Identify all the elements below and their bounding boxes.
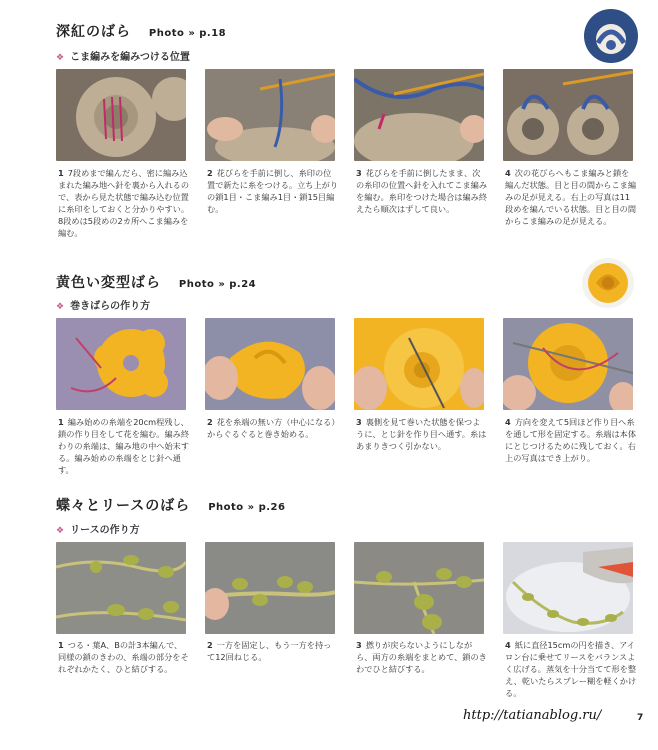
step-description: 花びらを手前に倒したまま、次の糸印の位置へ針を入れてこま編みを編む。糸印をつけた場合は編み終えたら順次はずして良い。 bbox=[356, 168, 488, 214]
step-number: 1 bbox=[58, 417, 64, 427]
step-number: 1 bbox=[58, 640, 64, 650]
step-description: 撚りが戻らないようにしながら、両方の糸端をまとめて、鎖のきわでひと結びする。 bbox=[356, 640, 487, 674]
section-title-text: 深紅のばら bbox=[56, 24, 131, 40]
subtitle-3 bbox=[56, 521, 140, 536]
section-title-1 bbox=[56, 21, 226, 41]
subtitle-text: こま編みを編みつける位置 bbox=[70, 52, 190, 63]
step-text-3-1 bbox=[58, 639, 190, 675]
subtitle-text: 巻きばらの作り方 bbox=[70, 301, 151, 312]
step-number: 3 bbox=[356, 640, 362, 650]
section-title-text: 蝶々とリースのばら bbox=[56, 498, 191, 514]
section-title-3 bbox=[56, 495, 285, 515]
step-photo-3-2 bbox=[205, 542, 335, 634]
diamond-bullet-icon: ❖ bbox=[56, 53, 65, 63]
step-photo-1-1 bbox=[56, 69, 186, 161]
step-description: 裏側を見て巻いた状態を保つように、とじ針を作り目へ通す。糸はあまりきつく引かない。 bbox=[356, 417, 487, 451]
step-description: 編み始めの糸端を20cm程残し、鎖の作り目をして花を編む。編み終わりの糸端は、編み地の中へ始末する。編み始めの糸端をとじ針へ通す。 bbox=[58, 417, 190, 475]
photo-ref: Photo » p.18 bbox=[148, 28, 227, 39]
step-description: 紙に直径15cmの円を描き、アイロン台に乗せてリースをバランスよく広げる。蒸気を十分当てて形を整え、乾いたらスプレー糊を軽くかける。 bbox=[505, 640, 637, 698]
step-description: 方向を変えて5回ほど作り目へ糸を通して形を固定する。糸端は本体にとじつけるために残しておく。右上の写真はでき上がり。 bbox=[505, 417, 637, 463]
step-text-2-4 bbox=[505, 416, 637, 464]
diamond-bullet-icon: ❖ bbox=[56, 302, 65, 312]
step-text-2-3 bbox=[356, 416, 488, 452]
step-number: 3 bbox=[356, 168, 362, 178]
page-number: 7 bbox=[637, 713, 644, 723]
step-text-1-1 bbox=[58, 167, 190, 239]
step-description: 次の花びらへもこま編みと鎖を編んだ状態。目と目の間からこま編みの足が見える。右上の写真は11段めを編んでいる状態。目と目の間からこま編みの足が見える。 bbox=[505, 168, 637, 226]
step-text-3-4 bbox=[505, 639, 637, 699]
step-number: 2 bbox=[207, 168, 213, 178]
step-text-1-2 bbox=[207, 167, 339, 215]
step-photo-3-4 bbox=[503, 542, 633, 634]
section-title-2 bbox=[56, 272, 256, 292]
step-photo-2-2 bbox=[205, 318, 335, 410]
step-description: 花を糸端の無い方（中心になる）からぐるぐると巻き始める。 bbox=[207, 417, 336, 439]
step-number: 4 bbox=[505, 168, 511, 178]
step-description: つる・葉A、Bの計3本編んで、同様の鎖のきわの、糸端の部分をそれぞれかたく、ひと結びする。 bbox=[58, 640, 189, 674]
completed-rose-thumbnail bbox=[582, 258, 634, 308]
step-text-1-3 bbox=[356, 167, 488, 215]
subtitle-1 bbox=[56, 48, 190, 63]
step-photo-2-3 bbox=[354, 318, 484, 410]
step-number: 2 bbox=[207, 417, 213, 427]
step-photo-1-2 bbox=[205, 69, 335, 161]
step-text-2-1 bbox=[58, 416, 190, 476]
step-number: 4 bbox=[505, 640, 511, 650]
step-description: 7段めまで編んだら、密に編み込まれた編み地へ針を裏から入れるので、表から見た状態で編み込む位置に糸印をしておくと分かりやすい。8段めは5段めの2カ所へこま編みを編む。 bbox=[58, 168, 190, 238]
step-number: 4 bbox=[505, 417, 511, 427]
completed-rose-thumbnail bbox=[584, 9, 638, 63]
watermark-url: http://tatianablog.ru/ bbox=[463, 708, 602, 723]
step-number: 2 bbox=[207, 640, 213, 650]
step-text-2-2 bbox=[207, 416, 339, 440]
section-title-text: 黄色い変型ばら bbox=[56, 275, 161, 291]
step-text-3-3 bbox=[356, 639, 488, 675]
step-photo-1-4 bbox=[503, 69, 633, 161]
step-number: 3 bbox=[356, 417, 362, 427]
step-photo-3-3 bbox=[354, 542, 484, 634]
step-text-3-2 bbox=[207, 639, 339, 663]
step-photo-3-1 bbox=[56, 542, 186, 634]
step-photo-2-1 bbox=[56, 318, 186, 410]
diamond-bullet-icon: ❖ bbox=[56, 526, 65, 536]
step-photo-1-3 bbox=[354, 69, 484, 161]
step-description: 花びらを手前に倒し、糸印の位置で新たに糸をつける。立ち上がりの鎖1目・こま編み1目・鎖15目編む。 bbox=[207, 168, 339, 214]
subtitle-text: リースの作り方 bbox=[70, 525, 140, 536]
photo-ref: Photo » p.26 bbox=[208, 502, 286, 513]
subtitle-2 bbox=[56, 297, 150, 312]
photo-ref: Photo » p.24 bbox=[178, 279, 257, 290]
step-description: 一方を固定し、もう一方を持って12回ねじる。 bbox=[207, 640, 332, 662]
step-photo-2-4 bbox=[503, 318, 633, 410]
step-text-1-4 bbox=[505, 167, 637, 227]
step-number: 1 bbox=[58, 168, 64, 178]
